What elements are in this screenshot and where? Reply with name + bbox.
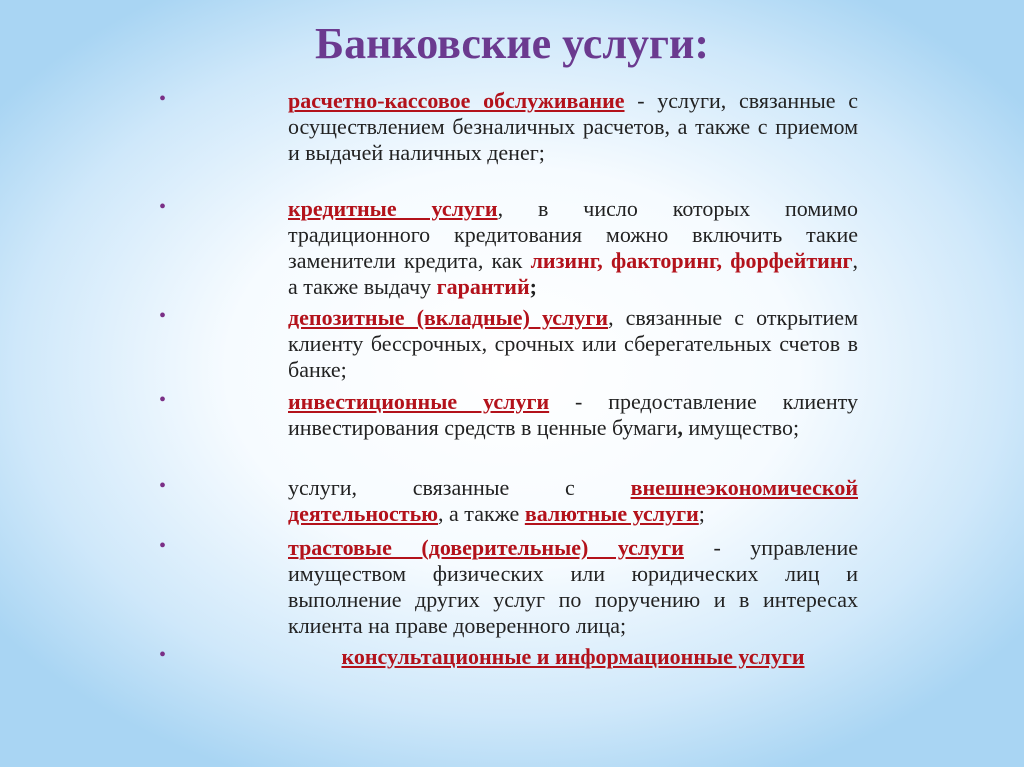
item-description: - управление имуществом физических или юридических лиц и выполнение других услуг по поручению и в интересах клиента на праве доверенного лица; [288, 535, 858, 638]
item-text [288, 475, 858, 527]
bullet-icon: • [159, 88, 167, 110]
guarantees-term: гарантий [436, 274, 530, 299]
item-text [288, 389, 858, 441]
item-text [288, 305, 858, 383]
term-deposit-services: депозитные (вкладные) услуги [288, 305, 609, 330]
bullet-icon: • [159, 535, 167, 557]
item-description: , связанные с открытием клиенту бессрочных, срочных или сберегательных счетов в банке; [288, 305, 858, 382]
term-settlement-cash-services: расчетно-кассовое обслуживание [288, 88, 625, 113]
bullet-icon: • [159, 644, 167, 666]
item-end-punct: ; [698, 501, 705, 526]
slide-title: Банковские услуги: [314, 19, 710, 68]
item-text [288, 644, 858, 670]
item-description: - услуги, связанные с осуществлением безналичных расчетов, а также с приемом и выдачей наличных денег; [288, 88, 858, 165]
bullet-icon: • [159, 196, 167, 218]
bullet-icon: • [159, 475, 167, 497]
term-trust-services: трастовые (доверительные) услуги [288, 535, 684, 560]
item-comma: , [677, 415, 683, 440]
item-description: , а также [438, 501, 525, 526]
term-credit-services: кредитные услуги [288, 196, 498, 221]
item-description: услуги, связанные с [288, 475, 631, 500]
term-foreign-economic-activity: внешнеэкономической деятельностью [288, 475, 858, 526]
item-end-punct: ; [529, 274, 537, 299]
item-text [288, 535, 858, 639]
item-description: , а также выдачу [288, 248, 858, 299]
term-investment-services: инвестиционные услуги [288, 389, 550, 414]
item-description: имущество; [682, 415, 800, 440]
item-description: , в число которых помимо традиционного кредитования можно включить такие заменители кредита, как [288, 196, 858, 273]
term-consulting-information-services: консультационные и информационные услуги [341, 644, 805, 669]
item-text [288, 196, 858, 300]
item-description: - предоставление клиенту инвестирования средств в ценные бумаги [288, 389, 858, 440]
item-text [288, 88, 858, 166]
bullet-icon: • [159, 389, 167, 411]
credit-substitutes: лизинг, факторинг, форфейтинг [530, 248, 853, 273]
bullet-icon: • [159, 305, 167, 327]
term-currency-services: валютные услуги [524, 501, 699, 526]
